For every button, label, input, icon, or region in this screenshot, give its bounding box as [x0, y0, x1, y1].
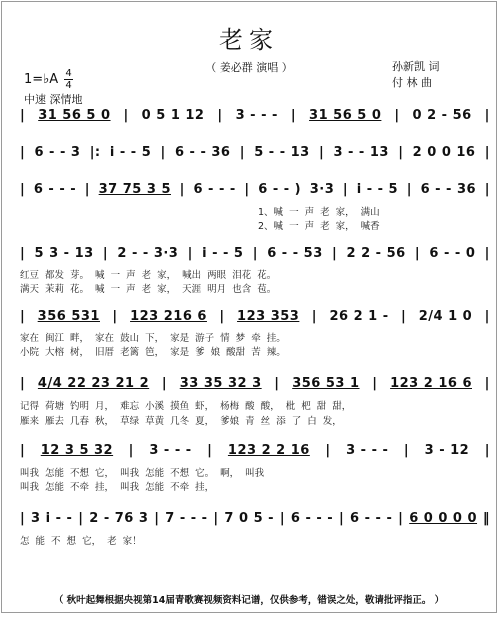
measure: i - - 5: [109, 145, 152, 160]
measure: 123 353: [237, 309, 300, 324]
measure: 6 0 0 0 0: [409, 511, 478, 526]
measure: 2 - - 3·3: [117, 246, 179, 261]
barline: |: [161, 376, 168, 391]
measure: 7 0 5 -: [224, 511, 275, 526]
measure: 0 2 - 56: [412, 108, 472, 123]
transcription-note: （ 秋叶起舞根据央视第14届青歌赛视频资料记谱，仅供参考，错误之处，敬请批评指正。 ）: [53, 595, 445, 606]
measure: 123 2 16 6: [390, 376, 472, 391]
measure: 33 35 32 3: [179, 376, 262, 391]
lyric-line: 2、喊 一 声 老 家， 喊香: [258, 221, 380, 232]
barline: |: [84, 182, 91, 197]
time-numerator: 4: [65, 68, 72, 79]
barline: |: [332, 246, 338, 261]
measure: 12 3 5 32: [40, 443, 114, 458]
measure: 31 56 5 0: [309, 108, 382, 123]
measure: 6 - - -: [350, 511, 393, 526]
barline: |: [290, 108, 297, 123]
barline: |: [394, 108, 400, 123]
barline: |: [484, 309, 490, 324]
measure: 356 531: [37, 309, 100, 324]
barline: |: [20, 108, 26, 123]
measure: 3 i - -: [31, 511, 73, 526]
measure: 6 - - ): [258, 182, 302, 197]
final-barline: ‖: [482, 511, 490, 526]
lyric-line: 1、喊 一 声 老 家， 满山: [258, 207, 380, 218]
measure: 2 2 - 56: [346, 246, 406, 261]
lyric-line: 记得 荷塘 钓明 月， 难忘 小溪 摸鱼 虾， 杨梅 酸 酸， 枇 杷 甜 甜，: [20, 401, 352, 412]
tempo-marking: 中速 深情地: [24, 93, 83, 106]
barline: |: [484, 182, 490, 197]
lyric-line: 小院 大榕 树， 旧厝 老篱 笆， 家是 爹 娘 酸甜 苦 辣。: [20, 347, 286, 358]
barline: |: [325, 443, 331, 458]
barline: |: [20, 145, 26, 160]
measure: 2 - 76 3: [89, 511, 149, 526]
measure: 3 - 12: [424, 443, 470, 458]
barline: |: [398, 511, 404, 526]
barline: |: [219, 309, 225, 324]
key-label: 1=♭A: [24, 72, 59, 87]
time-signature: [64, 68, 72, 91]
measure: 7 - - -: [165, 511, 208, 526]
barline: |: [128, 443, 134, 458]
measure: i - - 5: [356, 182, 399, 197]
measure: 26 2 1 -: [329, 309, 389, 324]
barline: |: [213, 511, 219, 526]
barline: |: [484, 443, 490, 458]
barline: |: [112, 309, 118, 324]
measure: 2/4 1 0: [418, 309, 473, 324]
measure: 6 - - -: [193, 182, 236, 197]
barline: |: [484, 376, 490, 391]
measure: 123 216 6: [130, 309, 207, 324]
barline: |: [244, 182, 250, 197]
lyric-line: 家在 闽江 畔， 家在 鼓山 下， 家是 游子 情 梦 牵 挂。: [20, 333, 286, 344]
barline: |: [274, 376, 280, 391]
measure: 4/4 22 23 21 2: [37, 376, 150, 391]
measure: 6 - - 36: [420, 182, 477, 197]
measure: 5 3 - 13: [34, 246, 94, 261]
pickup: 3·3: [309, 182, 335, 197]
measure: 356 53 1: [292, 376, 360, 391]
barline: |: [20, 309, 26, 324]
measure: i - - 5: [202, 246, 244, 261]
measure: 0 5 1 12: [141, 108, 205, 123]
song-title: 老家: [219, 26, 279, 54]
barline: |: [403, 443, 410, 458]
barline: |: [160, 145, 166, 160]
measure: 6 - - 36: [174, 145, 231, 160]
measure: 3 - - -: [235, 108, 278, 123]
barline: |: [338, 511, 345, 526]
measure: 5 - - 13: [254, 145, 310, 160]
lyric-line: 满天 茉莉 花。 喊 一 声 老 家， 天涯 明月 也含 苞。: [20, 284, 277, 295]
barline: |: [372, 376, 378, 391]
measure: 123 2 2 16: [227, 443, 310, 458]
lyric-line: 叫我 怎能 不想 它， 叫我 怎能 不想 它。 啊， 叫我: [20, 468, 265, 479]
measure: 6 - - 3: [34, 145, 81, 160]
barline: |: [484, 108, 490, 123]
measure: 31 56 5 0: [38, 108, 111, 123]
lyric-line: 红豆 都发 芽。 喊 一 声 老 家， 喊出 两眼 泪花 花。: [20, 270, 277, 281]
barline: |: [20, 511, 26, 526]
measure: 6 - - -: [33, 182, 77, 197]
barline: |: [401, 309, 407, 324]
barline: |: [398, 145, 404, 160]
barline: |: [179, 182, 185, 197]
measure: 3 - - -: [149, 443, 192, 458]
barline: |: [342, 182, 349, 197]
measure: 3 - - -: [346, 443, 389, 458]
lyricist-credit: 孙新凯 词: [392, 60, 440, 73]
barline: |: [311, 309, 318, 324]
barline: |: [154, 511, 160, 526]
barline: |: [484, 145, 490, 160]
measure: 6 - - -: [290, 511, 334, 526]
lyric-line: 雁来 雁去 几春 秋， 草绿 草黄 几冬 夏， 爹娘 青 丝 添 了 白 发，: [20, 416, 342, 427]
lyric-line: 叫我 怎能 不牵 挂， 叫我 怎能 不牵 挂，: [20, 482, 215, 493]
barline: |: [217, 108, 223, 123]
measure: 37 75 3 5: [98, 182, 171, 197]
composer-credit: 付 林 曲: [392, 76, 432, 89]
barline: |: [207, 443, 213, 458]
barline: |: [279, 511, 286, 526]
measure: 6 - - 0: [429, 246, 476, 261]
time-denominator: 4: [65, 80, 72, 91]
barline: |: [78, 511, 84, 526]
barline: |: [20, 182, 26, 197]
barline: |: [187, 246, 193, 261]
lyric-line: 怎 能 不 想 它， 老 家！: [20, 536, 142, 547]
barline: |: [318, 145, 325, 160]
score-sheet: [1, 1, 497, 613]
barline: |: [123, 108, 129, 123]
barline: |: [252, 246, 258, 261]
barline: |: [20, 443, 26, 458]
barline: |: [239, 145, 245, 160]
barline: |: [406, 182, 412, 197]
barline: |: [20, 246, 26, 261]
barline: |: [414, 246, 421, 261]
barline: |: [484, 246, 490, 261]
measure: 2 0 0 16: [412, 145, 476, 160]
repeat-barline: |:: [89, 145, 101, 160]
barline: |: [102, 246, 109, 261]
measure: 6 - - 53: [267, 246, 323, 261]
measure: 3 - - 13: [333, 145, 389, 160]
key-signature: [24, 68, 73, 91]
barline: |: [20, 376, 26, 391]
singer-line: （ 姜必群 演唱 ）: [205, 61, 293, 74]
